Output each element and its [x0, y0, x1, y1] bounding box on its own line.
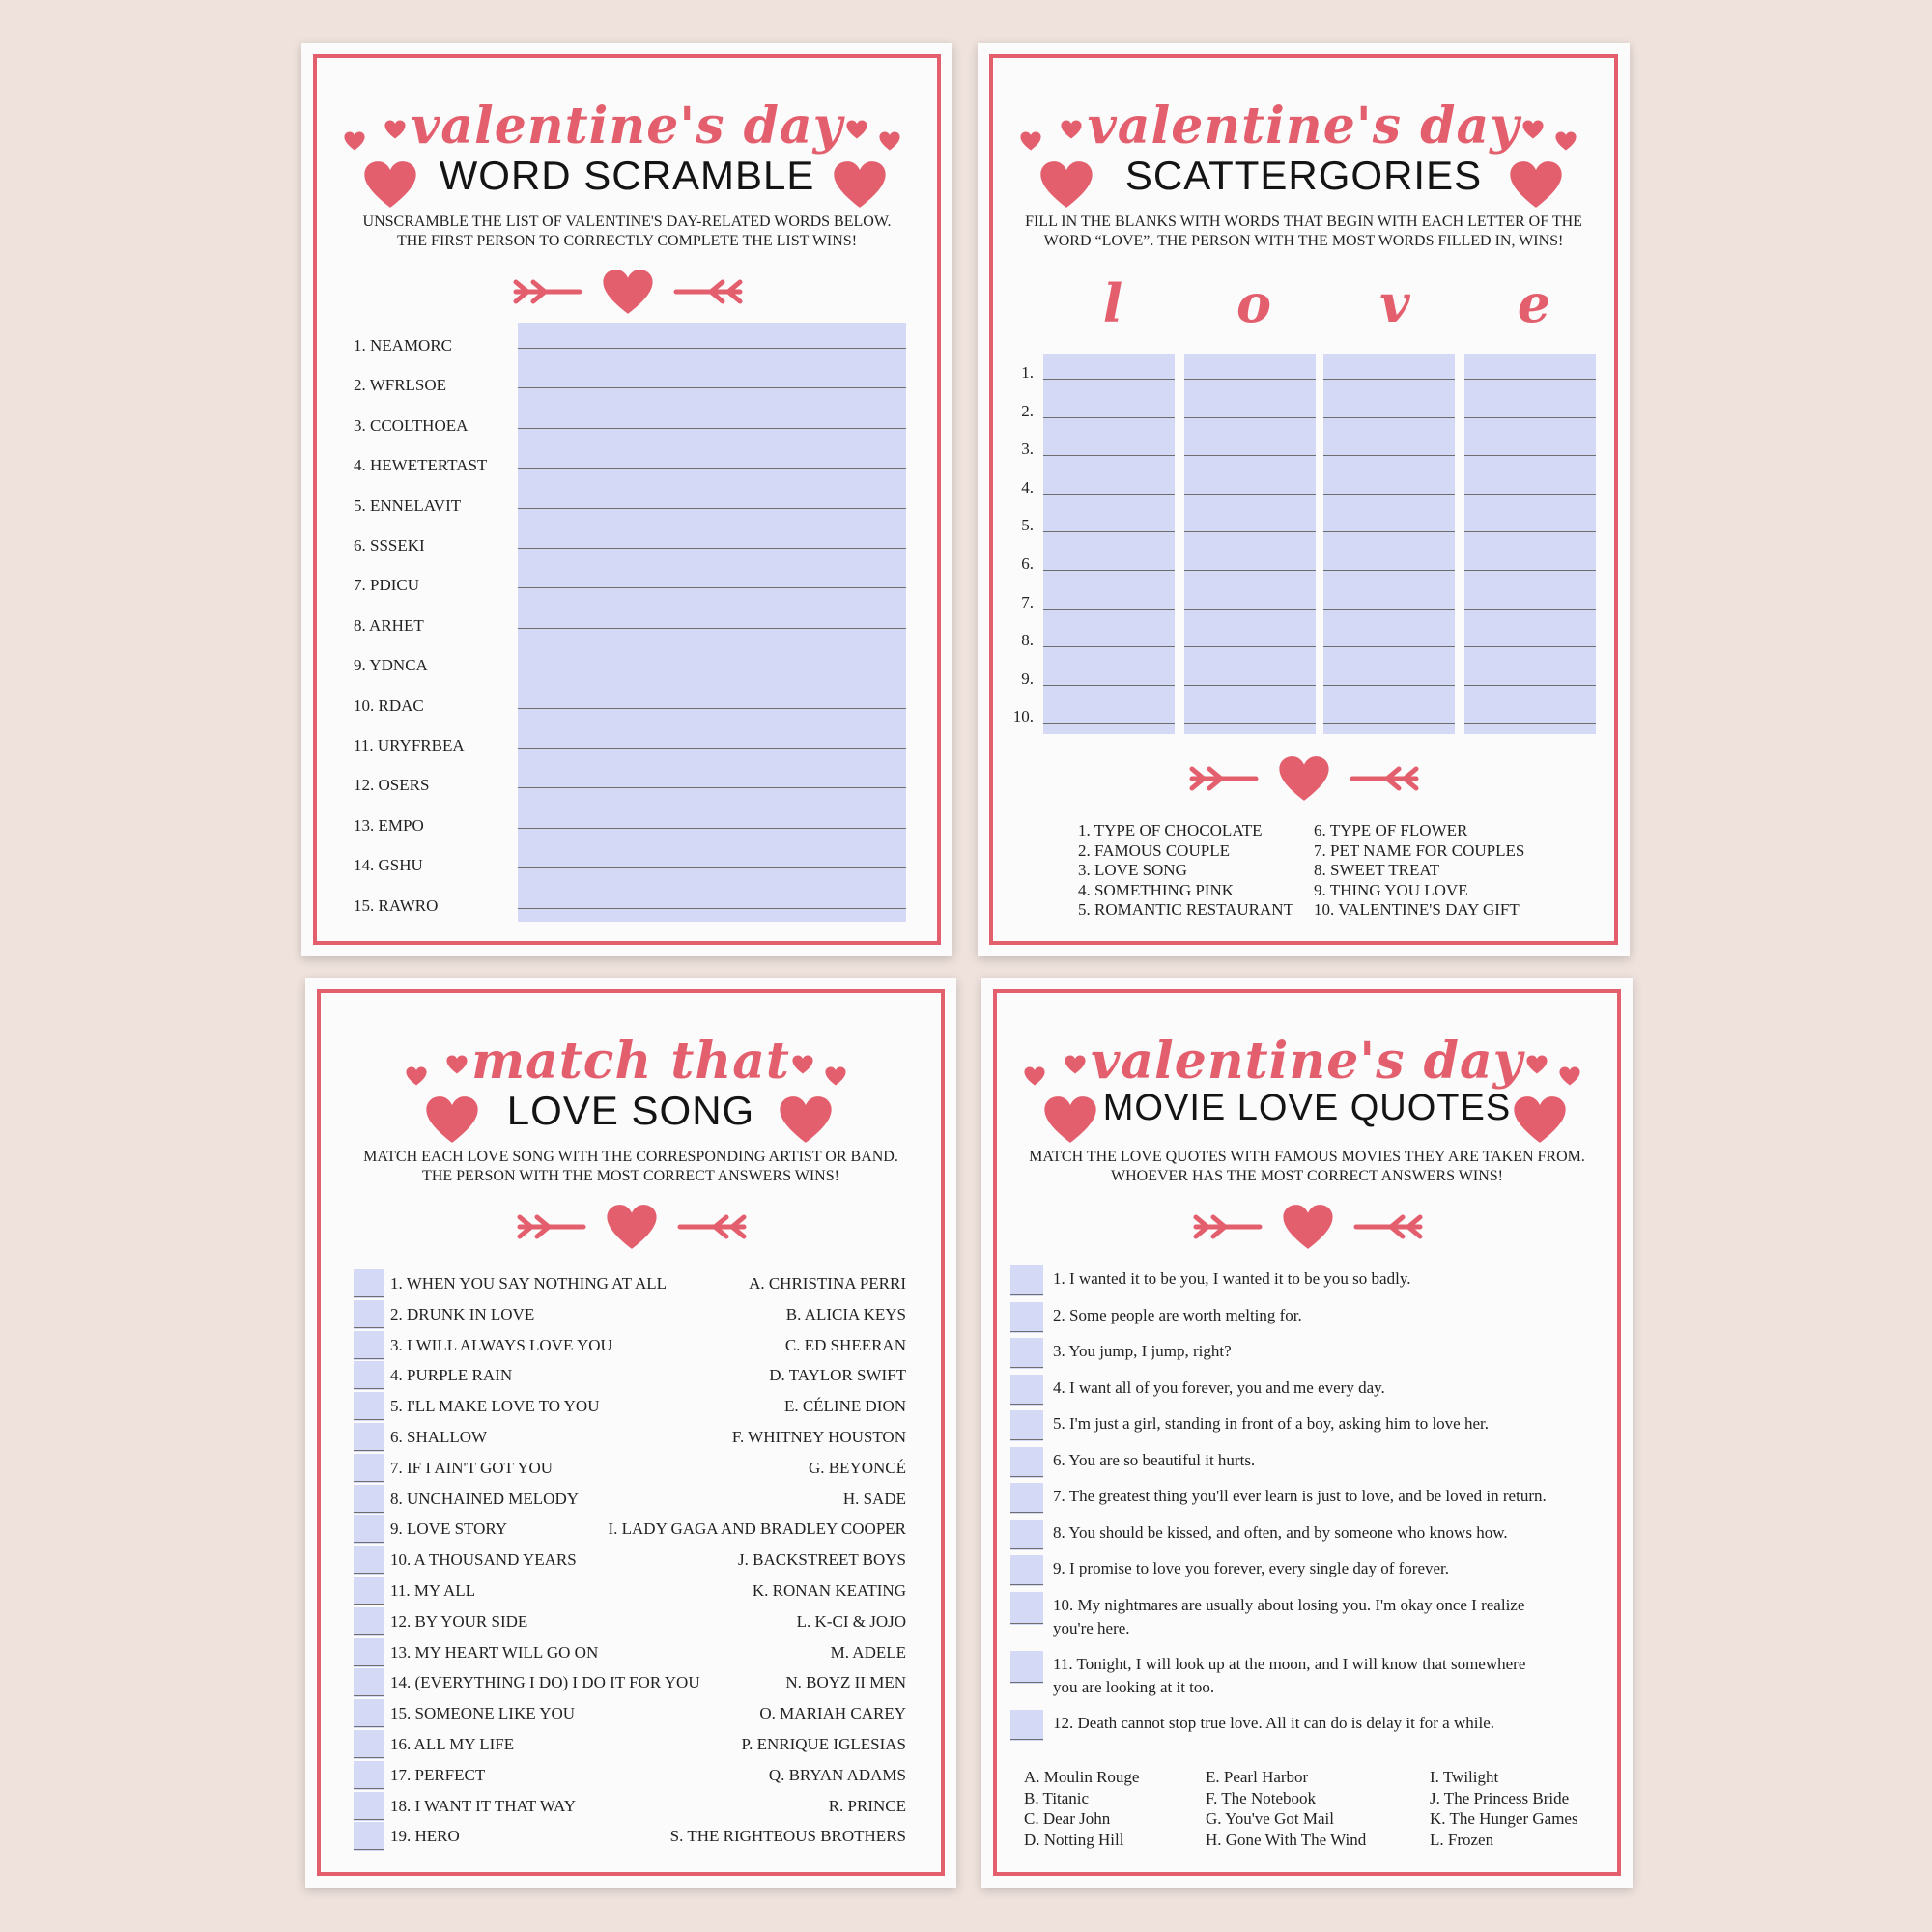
artist-name: F. WHITNEY HOUSTON — [731, 1428, 906, 1446]
song-title: 3. I WILL ALWAYS LOVE YOU — [390, 1335, 612, 1354]
scattergories-card — [978, 43, 1630, 956]
answer-area[interactable] — [518, 323, 906, 922]
answer-line[interactable] — [1464, 570, 1596, 571]
heart-divider-icon — [1188, 752, 1420, 806]
answer-line[interactable] — [354, 1695, 384, 1696]
letter-o: o — [1236, 272, 1272, 334]
row-number: 5. — [1021, 516, 1034, 535]
answer-line[interactable] — [354, 1634, 384, 1635]
scrambled-word: 13. EMPO — [354, 815, 424, 835]
answer-box[interactable] — [1010, 1710, 1043, 1741]
row-number: 9. — [1021, 668, 1034, 688]
answer-line[interactable] — [1010, 1739, 1043, 1740]
answer-line[interactable] — [1010, 1439, 1043, 1440]
movie-option: H. Gone With The Wind — [1206, 1830, 1367, 1849]
answer-line[interactable] — [1010, 1623, 1043, 1624]
row-number: 10. — [1012, 707, 1034, 726]
answer-line[interactable] — [1184, 646, 1316, 647]
answer-line[interactable] — [1043, 570, 1175, 571]
row-number: 7. — [1021, 592, 1034, 611]
artist-name: E. CÉLINE DION — [783, 1397, 906, 1416]
answer-line[interactable] — [518, 587, 906, 588]
answer-box[interactable] — [354, 1392, 384, 1421]
scrambled-word: 12. OSERS — [354, 776, 430, 795]
heart-divider-icon — [1192, 1200, 1424, 1254]
letter-v: v — [1379, 272, 1410, 334]
category-item: 8. SWEET TREAT — [1314, 861, 1440, 879]
answer-line[interactable] — [518, 908, 906, 909]
answer-line[interactable] — [1323, 379, 1455, 380]
artist-name: G. BEYONCÉ — [808, 1458, 906, 1477]
letter-l: l — [1102, 272, 1123, 334]
answer-box[interactable] — [1010, 1375, 1043, 1406]
instructions: FILL IN THE BLANKS WITH WORDS THAT BEGIN WITH EACH LETTER OF THE WORD “LOVE”. THE PERSON WITH THE MOST WORDS FILLED IN, WINS! — [1025, 213, 1582, 249]
answer-line[interactable] — [1323, 723, 1455, 724]
movie-option: I. Twilight — [1430, 1768, 1499, 1786]
category-item: 10. VALENTINE'S DAY GIFT — [1314, 900, 1520, 919]
page-title: LOVE SONG — [506, 1088, 755, 1133]
artist-name: S. THE RIGHTEOUS BROTHERS — [669, 1827, 906, 1846]
answer-box[interactable] — [354, 1454, 384, 1483]
answer-line[interactable] — [354, 1573, 384, 1574]
answer-box[interactable] — [1010, 1447, 1043, 1478]
scrambled-word: 10. RDAC — [354, 696, 424, 715]
answer-line[interactable] — [1184, 570, 1316, 571]
song-title: 6. SHALLOW — [390, 1428, 488, 1446]
answer-box[interactable] — [354, 1485, 384, 1514]
answer-line[interactable] — [1323, 494, 1455, 495]
answer-line[interactable] — [1010, 1512, 1043, 1513]
movie-option: G. You've Got Mail — [1206, 1809, 1334, 1828]
answer-column-e[interactable] — [1464, 354, 1596, 734]
artist-name: B. ALICIA KEYS — [785, 1304, 906, 1323]
answer-line[interactable] — [1323, 646, 1455, 647]
answer-line[interactable] — [1184, 685, 1316, 686]
answer-line[interactable] — [1323, 531, 1455, 532]
answer-line[interactable] — [518, 387, 906, 388]
answer-box[interactable] — [354, 1546, 384, 1575]
artist-name: H. SADE — [842, 1489, 906, 1508]
answer-line[interactable] — [1464, 609, 1596, 610]
answer-box[interactable] — [1010, 1265, 1043, 1296]
answer-line[interactable] — [1464, 455, 1596, 456]
movie-option: D. Notting Hill — [1024, 1830, 1124, 1849]
answer-line[interactable] — [1010, 1682, 1043, 1683]
category-item: 5. ROMANTIC RESTAURANT — [1078, 900, 1293, 919]
song-title: 17. PERFECT — [390, 1765, 486, 1784]
category-item: 9. THING YOU LOVE — [1314, 880, 1468, 899]
script-title: valentine's day — [1087, 97, 1520, 156]
category-item: 2. FAMOUS COUPLE — [1078, 840, 1230, 860]
song-title: 16. ALL MY LIFE — [390, 1735, 515, 1753]
answer-line[interactable] — [1043, 723, 1175, 724]
answer-line[interactable] — [518, 548, 906, 549]
artist-name: C. ED SHEERAN — [784, 1335, 906, 1354]
answer-line[interactable] — [1043, 646, 1175, 647]
category-item: 4. SOMETHING PINK — [1078, 880, 1235, 899]
movie-quote: 8. You should be kissed, and often, and by someone who knows how. — [1053, 1522, 1508, 1542]
movie-quote: 11. Tonight, I will look up at the moon, and I will know that somewhere — [1053, 1654, 1526, 1673]
answer-line[interactable] — [518, 748, 906, 749]
song-title: 5. I'LL MAKE LOVE TO YOU — [390, 1397, 600, 1416]
song-title: 14. (EVERYTHING I DO) I DO IT FOR YOU — [390, 1673, 700, 1692]
answer-line[interactable] — [1184, 379, 1316, 380]
answer-line[interactable] — [1043, 455, 1175, 456]
artist-name: I. LADY GAGA AND BRADLEY COOPER — [608, 1520, 906, 1539]
answer-line[interactable] — [1323, 609, 1455, 610]
song-title: 2. DRUNK IN LOVE — [390, 1304, 535, 1323]
answer-line[interactable] — [1464, 494, 1596, 495]
artist-name: R. PRINCE — [828, 1796, 906, 1815]
answer-line[interactable] — [518, 828, 906, 829]
movie-quote: 10. My nightmares are usually about losing you. I'm okay once I realize — [1053, 1595, 1525, 1614]
page-title: MOVIE LOVE QUOTES — [1102, 1088, 1512, 1128]
row-number: 6. — [1021, 554, 1034, 573]
answer-box[interactable] — [354, 1577, 384, 1605]
answer-box[interactable] — [1010, 1592, 1043, 1625]
answer-line[interactable] — [354, 1450, 384, 1451]
answer-line[interactable] — [1043, 531, 1175, 532]
answer-line[interactable] — [1043, 685, 1175, 686]
answer-line[interactable] — [1464, 646, 1596, 647]
answer-box[interactable] — [354, 1699, 384, 1728]
song-title: 1. WHEN YOU SAY NOTHING AT ALL — [390, 1274, 668, 1293]
movie-option: L. Frozen — [1430, 1830, 1494, 1849]
answer-line[interactable] — [1043, 494, 1175, 495]
answer-line[interactable] — [1323, 685, 1455, 686]
artist-name: M. ADELE — [830, 1642, 906, 1662]
answer-line[interactable] — [1323, 455, 1455, 456]
answer-box[interactable] — [354, 1607, 384, 1636]
answer-line[interactable] — [354, 1604, 384, 1605]
song-title: 10. A THOUSAND YEARS — [390, 1550, 577, 1570]
scrambled-word: 4. HEWETERTAST — [354, 456, 488, 475]
answer-line[interactable] — [1464, 531, 1596, 532]
answer-box[interactable] — [354, 1269, 384, 1298]
answer-line[interactable] — [1010, 1331, 1043, 1332]
page-title: WORD SCRAMBLE — [439, 153, 815, 198]
movie-option: B. Titanic — [1024, 1788, 1090, 1807]
movie-option: E. Pearl Harbor — [1206, 1768, 1309, 1786]
scrambled-word: 15. RAWRO — [354, 895, 439, 915]
answer-line[interactable] — [354, 1819, 384, 1820]
row-number: 2. — [1021, 401, 1034, 420]
song-title: 8. UNCHAINED MELODY — [390, 1489, 580, 1508]
movie-quote: 7. The greatest thing you'll ever learn is just to love, and be loved in return. — [1053, 1487, 1547, 1505]
answer-line[interactable] — [1464, 417, 1596, 418]
page-title: SCATTERGORIES — [1124, 153, 1483, 198]
answer-box[interactable] — [1010, 1555, 1043, 1586]
heart-divider-icon — [516, 1200, 748, 1254]
answer-line[interactable] — [354, 1788, 384, 1789]
answer-line[interactable] — [518, 468, 906, 469]
movie-quote: 9. I promise to love you forever, every single day of forever. — [1053, 1559, 1450, 1577]
answer-box[interactable] — [354, 1761, 384, 1790]
answer-line[interactable] — [1464, 723, 1596, 724]
answer-box[interactable] — [1010, 1651, 1043, 1684]
answer-line[interactable] — [354, 1388, 384, 1389]
answer-box[interactable] — [1010, 1302, 1043, 1333]
answer-line[interactable] — [1184, 531, 1316, 532]
answer-box[interactable] — [1010, 1338, 1043, 1369]
answer-box[interactable] — [354, 1331, 384, 1360]
movie-quotes-card — [981, 978, 1633, 1888]
song-title: 12. BY YOUR SIDE — [390, 1611, 528, 1631]
answer-line[interactable] — [354, 1849, 384, 1850]
answer-line[interactable] — [518, 428, 906, 429]
answer-line[interactable] — [1010, 1367, 1043, 1368]
row-number: 1. — [1021, 363, 1034, 382]
song-title: 4. PURPLE RAIN — [390, 1366, 513, 1385]
answer-line[interactable] — [1010, 1294, 1043, 1295]
answer-line[interactable] — [518, 348, 906, 349]
script-title: valentine's day — [411, 97, 843, 156]
answer-line[interactable] — [518, 628, 906, 629]
scrambled-word: 11. URYFRBEA — [354, 736, 465, 754]
scrambled-word: 5. ENNELAVIT — [354, 496, 462, 515]
movie-quote-cont: you're here. — [1053, 1618, 1130, 1637]
answer-line[interactable] — [1184, 723, 1316, 724]
row-number: 4. — [1021, 477, 1034, 497]
answer-box[interactable] — [354, 1361, 384, 1390]
scrambled-word: 6. SSSEKI — [354, 536, 425, 554]
song-title: 13. MY HEART WILL GO ON — [390, 1642, 599, 1662]
word-scramble-card — [301, 43, 952, 956]
movie-quote: 1. I wanted it to be you, I wanted it to be you so badly. — [1053, 1269, 1411, 1288]
scrambled-word: 9. YDNCA — [354, 656, 428, 675]
answer-column-v[interactable] — [1323, 354, 1455, 734]
artist-name: A. CHRISTINA PERRI — [749, 1274, 906, 1293]
instructions: MATCH THE LOVE QUOTES WITH FAMOUS MOVIES THEY ARE TAKEN FROM. WHOEVER HAS THE MOST CORRECT ANSWERS WINS! — [1029, 1149, 1585, 1184]
movie-quote: 12. Death cannot stop true love. All it can do is delay it for a while. — [1053, 1713, 1494, 1732]
scrambled-word: 7. PDICU — [354, 576, 420, 595]
answer-line[interactable] — [1184, 455, 1316, 456]
answer-line[interactable] — [354, 1665, 384, 1666]
letter-e: e — [1517, 272, 1551, 334]
answer-box[interactable] — [354, 1300, 384, 1329]
category-item: 7. PET NAME FOR COUPLES — [1314, 840, 1525, 860]
answer-line[interactable] — [1464, 685, 1596, 686]
answer-line[interactable] — [1323, 570, 1455, 571]
song-title: 19. HERO — [390, 1827, 460, 1846]
answer-line[interactable] — [354, 1726, 384, 1727]
category-item: 6. TYPE OF FLOWER — [1314, 821, 1468, 839]
answer-box[interactable] — [354, 1822, 384, 1851]
heart-divider-icon — [512, 265, 744, 319]
scrambled-word: 14. GSHU — [354, 856, 423, 875]
movie-quote-cont: you are looking at it too. — [1053, 1677, 1215, 1696]
answer-line[interactable] — [1184, 417, 1316, 418]
movie-option: F. The Notebook — [1206, 1788, 1317, 1807]
song-title: 11. MY ALL — [390, 1581, 475, 1600]
answer-line[interactable] — [1184, 494, 1316, 495]
answer-line[interactable] — [1010, 1404, 1043, 1405]
answer-line[interactable] — [1010, 1548, 1043, 1549]
artist-name: P. ENRIQUE IGLESIAS — [741, 1735, 906, 1753]
movie-option: K. The Hunger Games — [1430, 1809, 1578, 1828]
answer-line[interactable] — [1043, 379, 1175, 380]
answer-box[interactable] — [354, 1730, 384, 1759]
answer-line[interactable] — [1323, 417, 1455, 418]
scrambled-word: 8. ARHET — [354, 615, 424, 635]
artist-name: K. RONAN KEATING — [752, 1581, 906, 1600]
answer-box[interactable] — [354, 1638, 384, 1667]
row-number: 8. — [1021, 631, 1034, 650]
movie-quote: 5. I'm just a girl, standing in front of a boy, asking him to love her. — [1053, 1414, 1489, 1433]
category-item: 3. LOVE SONG — [1078, 861, 1187, 879]
answer-box[interactable] — [354, 1423, 384, 1452]
answer-line[interactable] — [1184, 609, 1316, 610]
script-title: valentine's day — [1091, 1032, 1523, 1091]
artist-name: O. MARIAH CAREY — [759, 1704, 906, 1723]
answer-line[interactable] — [354, 1542, 384, 1543]
movie-quote: 6. You are so beautiful it hurts. — [1053, 1450, 1256, 1469]
scrambled-word: 3. CCOLTHOEA — [354, 415, 469, 435]
category-item: 1. TYPE OF CHOCOLATE — [1078, 821, 1263, 839]
answer-line[interactable] — [354, 1358, 384, 1359]
song-title: 15. SOMEONE LIKE YOU — [390, 1704, 576, 1723]
answer-line[interactable] — [354, 1327, 384, 1328]
scrambled-word: 1. NEAMORC — [354, 336, 453, 355]
script-title: match that — [471, 1032, 790, 1091]
answer-line[interactable] — [518, 508, 906, 509]
answer-line[interactable] — [1464, 379, 1596, 380]
love-song-card — [305, 978, 956, 1888]
answer-box[interactable] — [354, 1792, 384, 1821]
answer-line[interactable] — [1043, 417, 1175, 418]
answer-column-l[interactable] — [1043, 354, 1175, 734]
answer-box[interactable] — [1010, 1410, 1043, 1441]
artist-name: L. K-CI & JOJO — [796, 1611, 906, 1631]
answer-line[interactable] — [518, 787, 906, 788]
movie-option: C. Dear John — [1024, 1809, 1111, 1828]
song-title: 9. LOVE STORY — [390, 1520, 508, 1539]
answer-line[interactable] — [1010, 1584, 1043, 1585]
movie-quote: 4. I want all of you forever, you and me every day. — [1053, 1378, 1385, 1397]
answer-line[interactable] — [518, 867, 906, 868]
answer-line[interactable] — [518, 708, 906, 709]
artist-name: J. BACKSTREET BOYS — [738, 1550, 906, 1570]
instructions: MATCH EACH LOVE SONG WITH THE CORRESPONDING ARTIST OR BAND. THE PERSON WITH THE MOST CORRECT ANSWERS WINS! — [363, 1149, 898, 1184]
instructions: UNSCRAMBLE THE LIST OF VALENTINE'S DAY-RELATED WORDS BELOW. THE FIRST PERSON TO CORRECTLY COMPLETE THE LIST WINS! — [362, 213, 892, 249]
answer-line[interactable] — [354, 1481, 384, 1482]
song-title: 18. I WANT IT THAT WAY — [390, 1796, 577, 1815]
answer-column-o[interactable] — [1184, 354, 1316, 734]
answer-box[interactable] — [354, 1515, 384, 1544]
answer-line[interactable] — [1010, 1476, 1043, 1477]
answer-line[interactable] — [1043, 609, 1175, 610]
answer-box[interactable] — [1010, 1520, 1043, 1550]
answer-line[interactable] — [354, 1512, 384, 1513]
answer-box[interactable] — [354, 1668, 384, 1697]
movie-quote: 2. Some people are worth melting for. — [1053, 1305, 1302, 1324]
artist-name: D. TAYLOR SWIFT — [769, 1366, 906, 1385]
artist-name: Q. BRYAN ADAMS — [768, 1765, 906, 1784]
row-number: 3. — [1021, 440, 1034, 459]
song-title: 7. IF I AIN'T GOT YOU — [390, 1458, 554, 1477]
answer-box[interactable] — [1010, 1483, 1043, 1514]
answer-line[interactable] — [354, 1296, 384, 1297]
artist-name: N. BOYZ II MEN — [785, 1673, 906, 1692]
movie-option: A. Moulin Rouge — [1024, 1768, 1140, 1786]
answer-line[interactable] — [354, 1419, 384, 1420]
scrambled-word: 2. WFRLSOE — [354, 376, 447, 395]
answer-line[interactable] — [354, 1757, 384, 1758]
movie-quote: 3. You jump, I jump, right? — [1053, 1342, 1232, 1360]
movie-option: J. The Princess Bride — [1430, 1788, 1570, 1807]
